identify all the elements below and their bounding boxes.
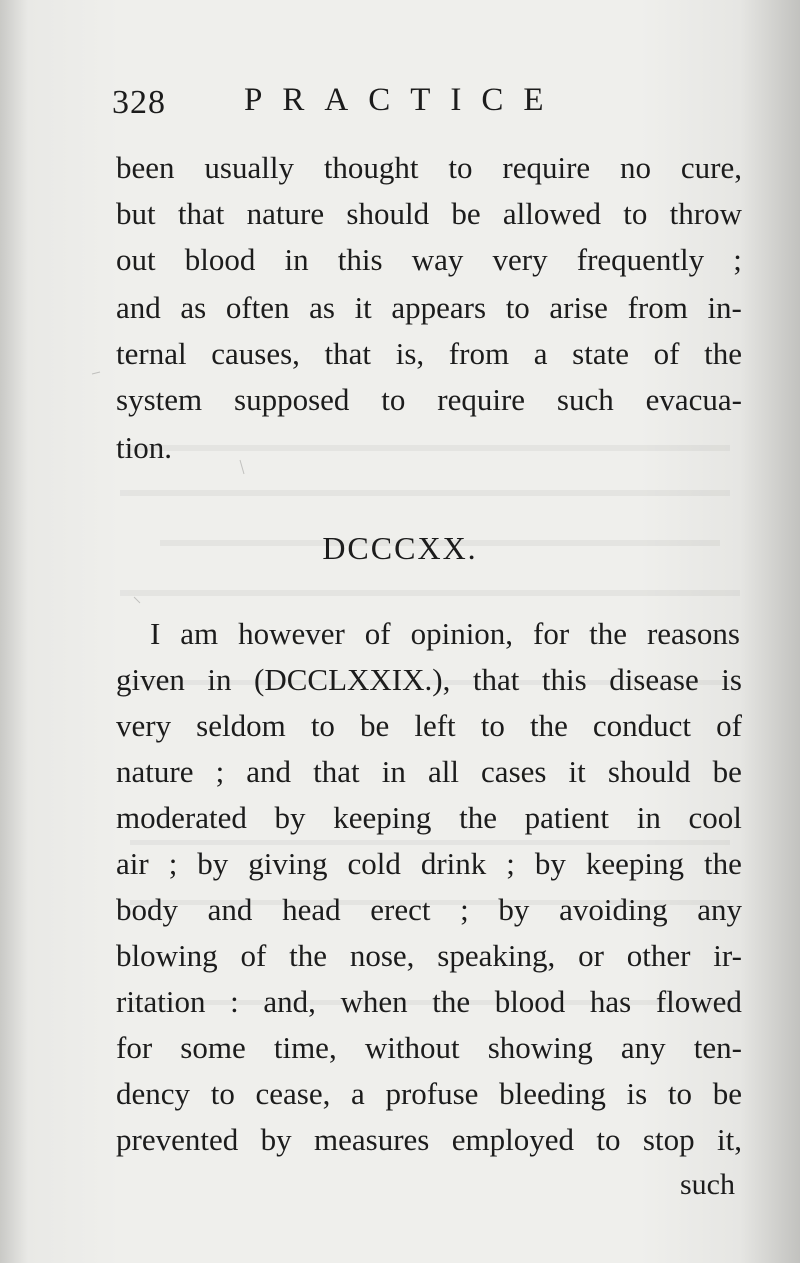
word: be [712, 754, 742, 789]
word: this [541, 662, 587, 697]
word: of [653, 336, 680, 371]
word: should [346, 196, 430, 231]
word: supposed [234, 382, 350, 417]
word: to [381, 382, 406, 417]
word: ritation [116, 984, 206, 1019]
word: keeping [585, 846, 685, 881]
text-line [116, 982, 742, 1022]
word: measures [314, 1122, 430, 1157]
word: flowed [655, 984, 742, 1019]
word: to [505, 290, 530, 325]
word: out [116, 242, 156, 277]
word: however [238, 616, 345, 651]
running-head: PRACTICE [244, 82, 564, 118]
word: patient [524, 800, 610, 835]
word: (DCCLXXIX.), [254, 662, 451, 697]
word: in [636, 800, 661, 835]
text-line [116, 288, 742, 328]
word: head [282, 892, 341, 927]
word: as [180, 290, 207, 325]
word: bleeding [499, 1076, 606, 1111]
word: nature [246, 196, 325, 231]
word: but [116, 196, 156, 231]
word: very [116, 708, 172, 743]
word: and [207, 892, 253, 927]
word: showing [487, 1030, 593, 1065]
word: the [589, 616, 627, 651]
word: giving [248, 846, 328, 881]
word: cases [481, 754, 547, 789]
word: has [589, 984, 632, 1019]
word: in [381, 754, 406, 789]
word: in- [707, 290, 742, 325]
word: given [116, 662, 185, 697]
text-line [116, 752, 742, 792]
word: from [448, 336, 510, 371]
word: ; [215, 754, 225, 789]
text-line: tion. [116, 430, 172, 465]
word: to [667, 1076, 693, 1111]
word: in [284, 242, 309, 277]
word: am [180, 616, 219, 651]
word: often [225, 290, 290, 325]
word: profuse [385, 1076, 479, 1111]
word: ten- [693, 1030, 742, 1065]
word: reasons [646, 616, 740, 651]
word: is [626, 1076, 648, 1111]
word: moderated [116, 800, 247, 835]
word: require [502, 150, 591, 185]
word: is, [395, 336, 425, 371]
text-line [116, 194, 742, 234]
word: time, [273, 1030, 337, 1065]
word: by [534, 846, 566, 881]
word: by [274, 800, 306, 835]
word: the [432, 984, 471, 1019]
word: employed [451, 1122, 574, 1157]
word: any [620, 1030, 666, 1065]
word: for [116, 1030, 153, 1065]
page-number: 328 [112, 84, 166, 121]
word: ; [168, 846, 178, 881]
word: no [620, 150, 652, 185]
word: evacua- [645, 382, 742, 417]
word: or [578, 938, 604, 973]
word: some [180, 1030, 246, 1065]
word: of [716, 708, 742, 743]
page-header [112, 78, 742, 128]
word: the [459, 800, 497, 835]
word: of [240, 938, 267, 973]
text-line [116, 380, 742, 420]
word: seldom [196, 708, 286, 743]
word: state [572, 336, 629, 371]
section-heading: DCCCXX. [322, 530, 478, 566]
word: ; [733, 242, 742, 277]
text-line [116, 660, 742, 700]
text-line [116, 890, 742, 930]
text-line [116, 148, 742, 188]
word: that [324, 336, 372, 371]
word: and, [263, 984, 316, 1019]
word: this [337, 242, 383, 277]
word: causes, [211, 336, 300, 371]
word: system [116, 382, 203, 417]
text-line [116, 1028, 742, 1068]
word: usually [204, 150, 294, 185]
word: thought [323, 150, 419, 185]
word: and [246, 754, 292, 789]
word: be [712, 1076, 742, 1111]
word: such [556, 382, 614, 417]
word: in [207, 662, 232, 697]
word: the [704, 846, 742, 881]
word: be [360, 708, 390, 743]
text-line [116, 936, 742, 976]
word: be [451, 196, 481, 231]
word: for [533, 616, 570, 651]
word: it [568, 754, 586, 789]
word: the [529, 708, 568, 743]
word: ternal [116, 336, 187, 371]
word: ; [506, 846, 515, 881]
word: way [411, 242, 464, 277]
word: left [414, 708, 456, 743]
word: a [533, 336, 548, 371]
word: frequently [576, 242, 705, 277]
word: is [721, 662, 742, 697]
word: from [627, 290, 688, 325]
word: opinion, [410, 616, 514, 651]
word: cure, [680, 150, 742, 185]
word: conduct [592, 708, 692, 743]
word: the [289, 938, 328, 973]
word: nature [116, 754, 194, 789]
text-line [116, 334, 742, 374]
word: require [437, 382, 526, 417]
word: any [697, 892, 742, 927]
word: prevented [116, 1122, 239, 1157]
word: arise [549, 290, 608, 325]
word: to [448, 150, 473, 185]
word: speaking, [437, 938, 556, 973]
word: cold [347, 846, 401, 881]
text-line [116, 1074, 742, 1114]
word: a [351, 1076, 365, 1111]
word: that [177, 196, 225, 231]
word: keeping [333, 800, 432, 835]
word: drink [420, 846, 487, 881]
word: blood [494, 984, 566, 1019]
word: dency [116, 1076, 191, 1111]
word: I [150, 616, 161, 651]
word: : [230, 984, 239, 1019]
word: to [310, 708, 335, 743]
word: body [116, 892, 178, 927]
word: been [116, 150, 175, 185]
word: of [364, 616, 391, 651]
word: without [364, 1030, 460, 1065]
word: cease, [255, 1076, 331, 1111]
text-line [116, 844, 742, 884]
word: to [480, 708, 505, 743]
word: nose, [349, 938, 415, 973]
word: throw [669, 196, 742, 231]
text-line [116, 798, 742, 838]
word: it [354, 290, 372, 325]
word: very [492, 242, 548, 277]
word: that [313, 754, 360, 789]
word: blood [184, 242, 256, 277]
word: to [210, 1076, 235, 1111]
word: by [197, 846, 229, 881]
word: blowing [116, 938, 218, 973]
text-line [116, 1120, 742, 1160]
word: it, [716, 1122, 742, 1157]
word: to [623, 196, 648, 231]
word: cool [688, 800, 742, 835]
word: disease [609, 662, 699, 697]
word: and [116, 290, 161, 325]
word: by [260, 1122, 292, 1157]
word: by [498, 892, 530, 927]
word: appears [391, 290, 487, 325]
word: air [116, 846, 149, 881]
text-line [150, 614, 740, 654]
text-line [116, 240, 742, 280]
word: that [472, 662, 520, 697]
text-line [116, 706, 742, 746]
word: as [309, 290, 335, 325]
catchword: such [680, 1168, 735, 1201]
word: erect [370, 892, 431, 927]
word: all [427, 754, 459, 789]
word: ir- [713, 938, 742, 973]
word: the [704, 336, 742, 371]
word: to [596, 1122, 621, 1157]
word: allowed [502, 196, 602, 231]
word: stop [642, 1122, 695, 1157]
word: avoiding [559, 892, 668, 927]
word: ; [460, 892, 469, 927]
word: when [340, 984, 408, 1019]
word: other [626, 938, 691, 973]
word: should [607, 754, 691, 789]
